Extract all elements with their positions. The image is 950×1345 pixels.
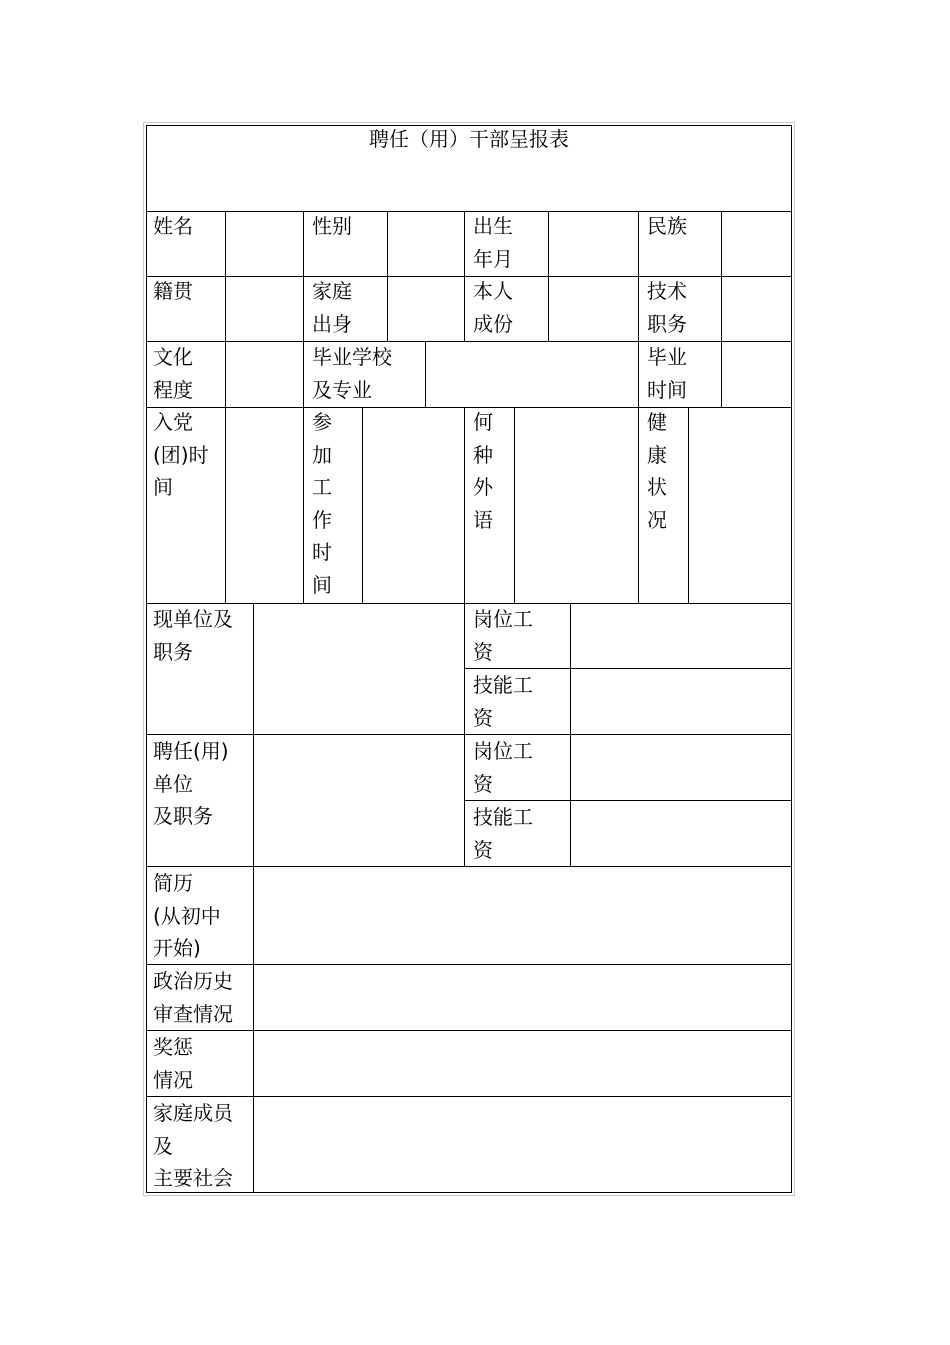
family-label: 家庭成员 及 主要社会	[153, 1101, 233, 1190]
native-place-field[interactable]	[226, 277, 303, 341]
ethnicity-field[interactable]	[722, 212, 792, 276]
column-divider	[464, 407, 465, 604]
column-divider	[464, 211, 465, 342]
skill-salary-field[interactable]	[571, 669, 792, 734]
school-major-field[interactable]	[426, 342, 638, 407]
current-unit-label: 现单位及 职务	[153, 607, 233, 664]
native-place-label: 籍贯	[153, 279, 193, 303]
family-origin-field[interactable]	[388, 277, 464, 341]
post-salary-field[interactable]	[571, 604, 792, 668]
column-divider	[303, 407, 304, 604]
current-unit-field[interactable]	[254, 604, 464, 734]
column-divider	[464, 603, 465, 867]
grad-time-field[interactable]	[722, 342, 792, 407]
party-time-field[interactable]	[226, 408, 303, 603]
skill-salary-field[interactable]	[571, 801, 792, 866]
birth-field[interactable]	[549, 212, 638, 276]
gender-label: 性别	[312, 214, 352, 238]
school-major-label: 毕业学校 及专业	[312, 345, 392, 402]
ethnicity-label: 民族	[647, 214, 687, 238]
birth-label: 出生 年月	[473, 214, 513, 271]
health-field[interactable]	[689, 408, 792, 603]
form-title: 聘任（用）干部呈报表	[369, 127, 569, 151]
rewards-label: 奖惩 情况	[153, 1035, 193, 1092]
skill-salary-label: 技能工 资	[473, 805, 533, 862]
tech-title-label: 技术 职务	[647, 279, 687, 336]
personal-status-field[interactable]	[549, 277, 638, 341]
column-divider	[303, 211, 304, 408]
tech-title-field[interactable]	[722, 277, 792, 341]
name-label: 姓名	[153, 214, 193, 238]
gender-field[interactable]	[388, 212, 464, 276]
skill-salary-label: 技能工 资	[473, 673, 533, 730]
resume-label: 简历 (从初中 开始)	[153, 871, 221, 960]
language-field[interactable]	[515, 408, 638, 603]
family-field[interactable]	[254, 1097, 792, 1192]
work-start-label: 参 加 工 作 时 间	[312, 410, 332, 597]
political-review-field[interactable]	[254, 965, 792, 1030]
personal-status-label: 本人 成份	[473, 279, 513, 336]
hire-unit-label: 聘任(用) 单位 及职务	[153, 739, 229, 828]
political-review-label: 政治历史 审查情况	[153, 969, 233, 1026]
post-salary-label: 岗位工 资	[473, 739, 533, 796]
education-field[interactable]	[226, 342, 303, 407]
resume-field[interactable]	[254, 867, 792, 964]
rewards-field[interactable]	[254, 1031, 792, 1096]
name-field[interactable]	[226, 212, 303, 276]
health-label: 健 康 状 况	[647, 410, 667, 532]
family-origin-label: 家庭 出身	[312, 279, 352, 336]
hire-unit-field[interactable]	[254, 735, 464, 866]
post-salary-label: 岗位工 资	[473, 607, 533, 664]
grad-time-label: 毕业 时间	[647, 345, 687, 402]
education-label: 文化 程度	[153, 345, 193, 402]
column-divider	[638, 211, 639, 604]
post-salary-field[interactable]	[571, 735, 792, 800]
party-time-label: 入党 (团)时 间	[153, 410, 209, 499]
work-start-field[interactable]	[363, 408, 464, 603]
language-label: 何 种 外 语	[473, 410, 493, 532]
